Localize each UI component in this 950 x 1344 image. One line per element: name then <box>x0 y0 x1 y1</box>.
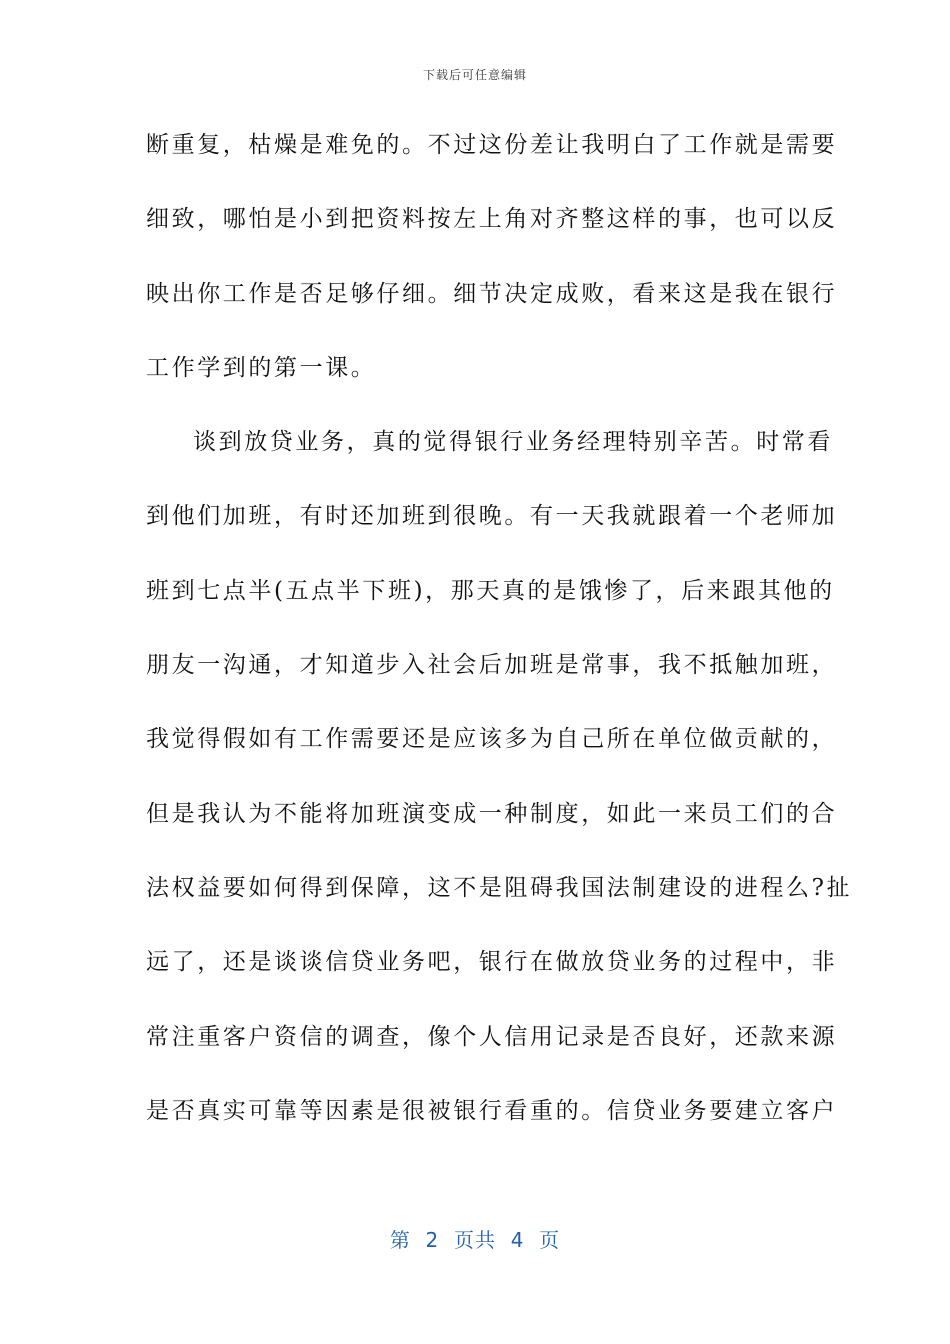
header-note: 下载后可任意编辑 <box>422 68 527 82</box>
text-line: 法权益要如何得到保障，这不是阻碍我国法制建设的进程么?扯 <box>146 874 853 901</box>
text-line: 我觉得假如有工作需要还是应该多为自己所在单位做贡献的， <box>146 726 838 753</box>
text-line: 常注重客户资信的调查，像个人信用记录是否良好，还款来源 <box>146 1023 838 1050</box>
text-line: 工作学到的第一课。 <box>146 354 377 381</box>
text-line: 远了，还是谈谈信贷业务吧，银行在做放贷业务的过程中，非 <box>146 949 838 976</box>
text-line: 细致，哪怕是小到把资料按左上角对齐整这样的事，也可以反 <box>146 206 838 233</box>
text-line: 班到七点半(五点半下班)，那天真的是饿惨了，后来跟其他的 <box>146 577 835 604</box>
text-line-paragraph-start: 谈到放贷业务，真的觉得银行业务经理特别辛苦。时常看 <box>193 429 833 456</box>
document-body <box>146 122 853 1162</box>
text-line: 到他们加班，有时还加班到很晚。有一天我就跟着一个老师加 <box>146 503 838 530</box>
page-number-footer: 第 2 页共 4 页 <box>389 1228 561 1252</box>
text-line: 是否真实可靠等因素是很被银行看重的。信贷业务要建立客户 <box>146 1097 838 1124</box>
text-line: 但是我认为不能将加班演变成一种制度，如此一来员工们的合 <box>146 800 838 827</box>
text-line: 映出你工作是否足够仔细。细节决定成败，看来这是我在银行 <box>146 280 838 307</box>
text-line: 断重复，枯燥是难免的。不过这份差让我明白了工作就是需要 <box>146 132 838 158</box>
text-line: 朋友一沟通，才知道步入社会后加班是常事，我不抵触加班， <box>146 652 838 679</box>
